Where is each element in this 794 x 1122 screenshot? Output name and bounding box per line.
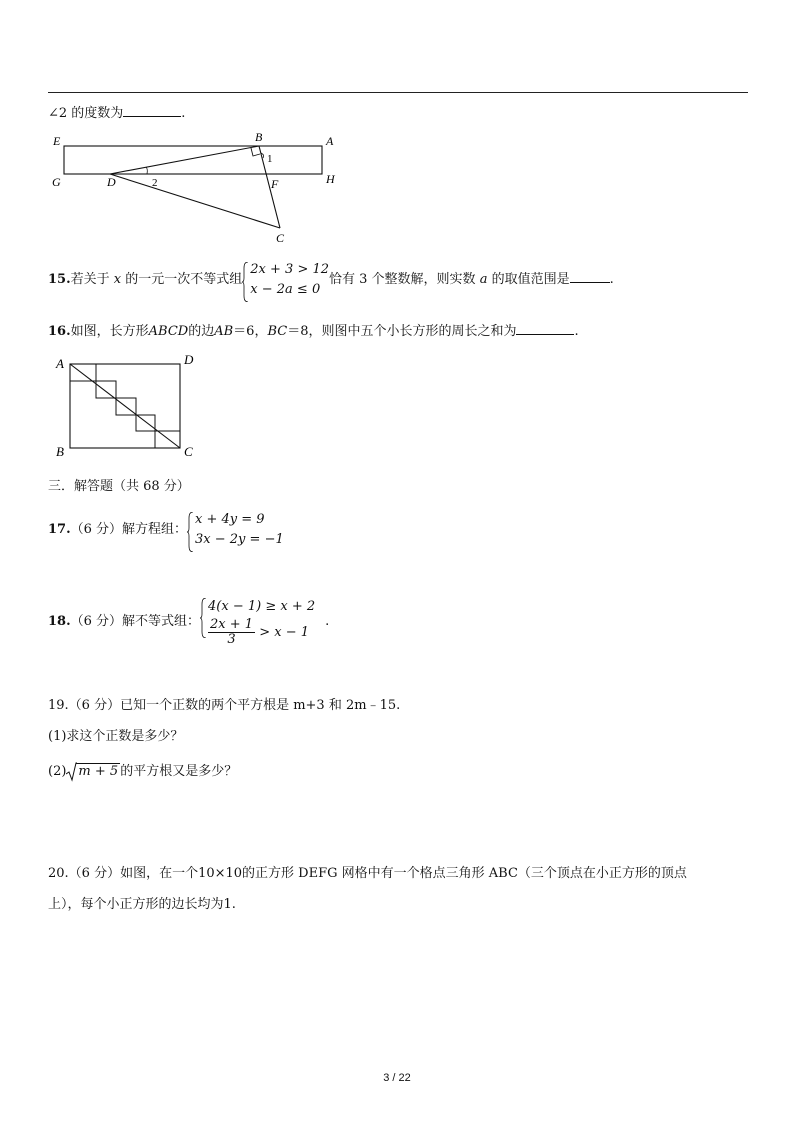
fraction: $\frac{2x + 1}{3}$ — [210, 617, 254, 647]
question-16: 16.如图，长方形ABCD的边AB＝6，BC＝8，则图中五个小长方形的周长之和为 . — [48, 320, 579, 339]
label-d: D — [184, 352, 194, 367]
brace-icon — [187, 512, 193, 552]
section-title: 三．解答题（共 68 分） — [48, 479, 190, 494]
page-number: 3 / 22 — [383, 1072, 411, 1084]
equation-system-17: x + 4y = 9 3x − 2y = −1 — [187, 510, 284, 550]
brace-icon — [200, 598, 206, 638]
inequality-system-18: 4(x − 1) ≥ x + 2 $\frac{2x + 1}{3}$ > x − 1 — [200, 596, 315, 647]
question-19: 19.（6 分）已知一个正数的两个平方根是 m+3 和 2m﹣15. — [48, 698, 401, 713]
label-angle1: 1 — [267, 153, 273, 165]
label-f: F — [271, 177, 279, 191]
answer-blank — [570, 269, 610, 283]
angle2-arc — [146, 167, 147, 174]
inequality-system-15: 2x + 3 > 12 x − 2a ≤ 0 — [242, 260, 329, 300]
label-a: A — [56, 356, 64, 371]
radical-icon — [66, 762, 77, 782]
question-20-line2: 上），每个小正方形的边长均为1. — [48, 897, 236, 912]
line-dc — [110, 174, 280, 228]
right-angle-mark — [251, 148, 260, 156]
q14-tail: ∠2 的度数为 . — [48, 102, 185, 121]
label-d: D — [107, 175, 116, 189]
question-19-part2: (2) m + 5 的平方根又是多少？ — [48, 760, 237, 779]
header-rule — [48, 92, 748, 93]
figure-16 — [50, 350, 200, 462]
line-db — [110, 146, 259, 174]
small-rect-4 — [136, 415, 155, 431]
answer-blank — [123, 103, 181, 117]
label-h: H — [326, 172, 335, 186]
brace-icon — [242, 262, 248, 302]
label-b: B — [56, 444, 64, 459]
strip-rect — [64, 146, 322, 174]
question-15: 15.若关于 x 的一元一次不等式组 2x + 3 > 12 x − 2a ≤ 0 恰有 3 个整数解，则实数 a 的取值范围是 . — [48, 258, 614, 302]
label-c: C — [276, 231, 285, 245]
question-20-line1: 20.（6 分）如图，在一个10×10的正方形 DEFG 网格中有一个格点三角形 ABC（三个顶点在小正方形的顶点 — [48, 866, 687, 881]
label-angle2: 2 — [152, 177, 158, 189]
small-rect-2 — [96, 381, 116, 398]
figure-14 — [48, 128, 348, 246]
label-c: C — [184, 444, 193, 459]
label-g: G — [52, 175, 61, 189]
question-17: 17.（6 分）解方程组： x + 4y = 9 3x − 2y = −1 — [48, 508, 284, 552]
answer-blank — [516, 321, 574, 335]
diagonal-ac — [70, 364, 180, 448]
question-19-part1: (1)求这个正数是多少？ — [48, 729, 184, 744]
label-a: A — [326, 134, 334, 148]
square-root: m + 5 — [66, 764, 120, 779]
label-e: E — [53, 134, 61, 148]
question-18: 18.（6 分）解不等式组： 4(x − 1) ≥ x + 2 $\frac{2x + 1}{3}$ > x − 1 . — [48, 592, 329, 652]
label-b: B — [255, 130, 263, 144]
